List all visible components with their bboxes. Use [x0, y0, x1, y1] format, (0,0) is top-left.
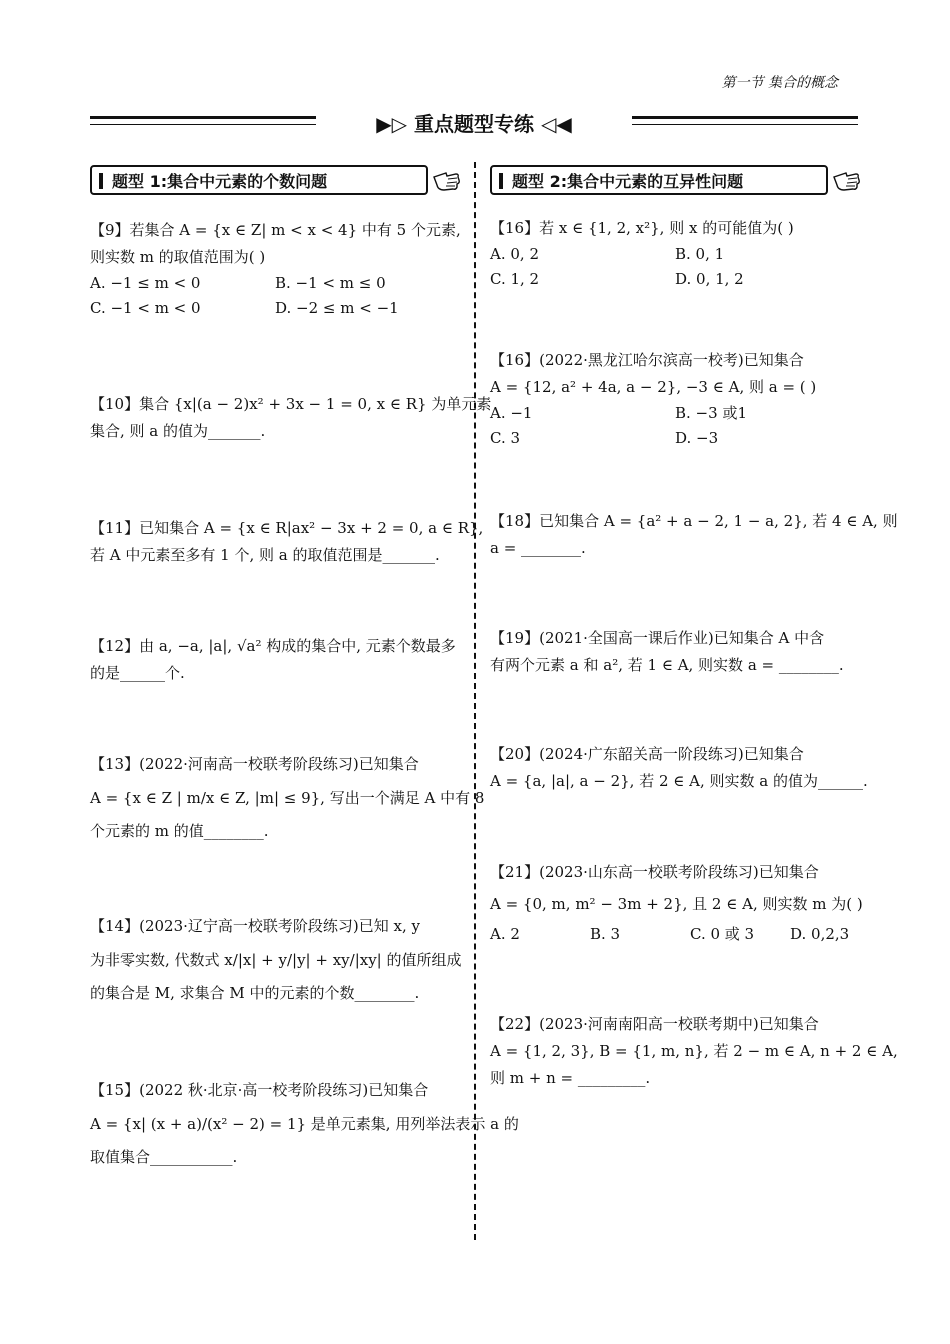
question-15-line-1: 【15】(2022 秋·北京·高一校考阶段练习)已知集合 [90, 1081, 429, 1099]
option-c: C. −1 < m < 0 [90, 299, 201, 317]
option-b: B. 3 [590, 925, 621, 943]
question-18-line-2: a = ________. [490, 539, 586, 557]
question-9 [90, 217, 460, 321]
question-15-line-3: 取值集合___________. [90, 1148, 238, 1166]
question-13 [90, 751, 485, 845]
question-21-options [490, 922, 860, 947]
question-13-line-3: 个元素的 m 的值________. [90, 822, 269, 840]
question-15 [90, 1077, 519, 1171]
question-18 [490, 508, 898, 562]
option-a: A. −1 [490, 404, 533, 422]
question-22-line-1: 【22】(2023·河南南阳高一校联考期中)已知集合 [490, 1015, 819, 1033]
question-20-line-2: A = {a, |a|, a − 2}, 若 2 ∈ A, 则实数 a 的值为______. [490, 772, 868, 790]
question-10-line-2: 集合, 则 a 的值为_______. [90, 422, 266, 440]
option-b: B. −1 < m ≤ 0 [275, 274, 386, 292]
question-21 [490, 859, 863, 947]
option-c: C. 3 [490, 429, 521, 447]
pointing-hand-icon [832, 165, 862, 195]
question-12-line-1: 【12】由 a, −a, |a|, √a² 构成的集合中, 元素个数最多 [90, 637, 456, 655]
question-19-line-2: 有两个元素 a 和 a², 若 1 ∈ A, 则实数 a = ________. [490, 656, 844, 674]
question-20-line-1: 【20】(2024·广东韶关高一阶段练习)已知集合 [490, 745, 804, 763]
question-19 [490, 625, 860, 679]
question-16b [490, 347, 860, 451]
question-14-line-2: 为非零实数, 代数式 x/|x| + y/|y| + xy/|xy| 的值所组成 [90, 951, 462, 969]
question-10-line-1: 【10】集合 {x|(a − 2)x² + 3x − 1 = 0, x ∈ R} 为单元素 [90, 395, 492, 413]
question-12-line-2: 的是______个. [90, 664, 185, 682]
question-22 [490, 1011, 898, 1092]
question-15-line-2: A = {x| (x + a)/(x² − 2) = 1} 是单元素集, 用列举法表示 a 的 [90, 1115, 519, 1133]
option-d: D. 0,2,3 [790, 925, 850, 943]
question-11-line-2: 若 A 中元素至多有 1 个, 则 a 的取值范围是_______. [90, 546, 440, 564]
question-22-line-2: A = {1, 2, 3}, B = {1, m, n}, 若 2 − m ∈ A, n + 2 ∈ A, [490, 1042, 898, 1060]
question-13-line-2: A = {x ∈ Z | m/x ∈ Z, |m| ≤ 9}, 写出一个满足 A 中有 8 [90, 789, 485, 807]
right-column [490, 165, 898, 1087]
option-d: D. 0, 1, 2 [675, 270, 744, 288]
question-16b-line-2: A = {12, a² + 4a, a − 2}, −3 ∈ A, 则 a = ( ) [490, 378, 817, 396]
topic-1-label: 题型 1:集合中元素的个数问题 [112, 172, 328, 191]
question-11 [90, 515, 484, 569]
option-d: D. −3 [675, 429, 719, 447]
question-16b-options [490, 401, 860, 451]
question-9-options [90, 271, 460, 321]
question-14 [90, 913, 460, 1007]
question-9-line-2: 则实数 m 的取值范围为( ) [90, 248, 266, 266]
question-21-line-1: 【21】(2023·山东高一校联考阶段练习)已知集合 [490, 863, 819, 881]
option-c: C. 0 或 3 [690, 925, 755, 943]
option-b: B. 0, 1 [675, 245, 725, 263]
topic-2-label: 题型 2:集合中元素的互异性问题 [512, 172, 744, 191]
question-16b-line-1: 【16】(2022·黑龙江哈尔滨高一校考)已知集合 [490, 351, 804, 369]
option-a: A. 0, 2 [490, 245, 539, 263]
question-11-line-1: 【11】已知集合 A = {x ∈ R|ax² − 3x + 2 = 0, a ∈ R}, [90, 519, 484, 537]
option-b: B. −3 或1 [675, 404, 747, 422]
question-14-line-1: 【14】(2023·辽宁高一校联考阶段练习)已知 x, y [90, 917, 420, 935]
question-13-line-1: 【13】(2022·河南高一校联考阶段练习)已知集合 [90, 755, 419, 773]
banner-rule-right [632, 116, 858, 125]
question-18-line-1: 【18】已知集合 A = {a² + a − 2, 1 − a, 2}, 若 4 ∈ A, 则 [490, 512, 898, 530]
question-21-line-2: A = {0, m, m² − 3m + 2}, 且 2 ∈ A, 则实数 m 为( ) [490, 895, 863, 913]
option-a: A. 2 [490, 925, 520, 943]
question-9-line-1: 【9】若集合 A = {x ∈ Z| m < x < 4} 中有 5 个元素, [90, 221, 461, 239]
option-a: A. −1 ≤ m < 0 [90, 274, 201, 292]
section-header: 第一节 集合的概念 [721, 75, 838, 91]
option-d: D. −2 ≤ m < −1 [275, 299, 399, 317]
question-12 [90, 633, 460, 687]
banner-title: ▶▷ 重点题型专练 ◁◀ [376, 112, 572, 136]
section-banner [90, 108, 858, 134]
topic-2-title [490, 165, 828, 195]
question-16a-options [490, 242, 860, 292]
question-20 [490, 741, 868, 795]
question-10 [90, 391, 492, 445]
question-16a-line-1: 【16】若 x ∈ {1, 2, x²}, 则 x 的可能值为( ) [490, 219, 794, 237]
column-divider [474, 162, 476, 1240]
topic-1-title [90, 165, 428, 195]
pointing-hand-icon [432, 165, 462, 195]
option-c: C. 1, 2 [490, 270, 540, 288]
question-14-line-3: 的集合是 M, 求集合 M 中的元素的个数________. [90, 984, 420, 1002]
question-16a [490, 215, 860, 292]
question-19-line-1: 【19】(2021·全国高一课后作业)已知集合 A 中含 [490, 629, 825, 647]
question-22-line-3: 则 m + n = _________. [490, 1069, 651, 1087]
